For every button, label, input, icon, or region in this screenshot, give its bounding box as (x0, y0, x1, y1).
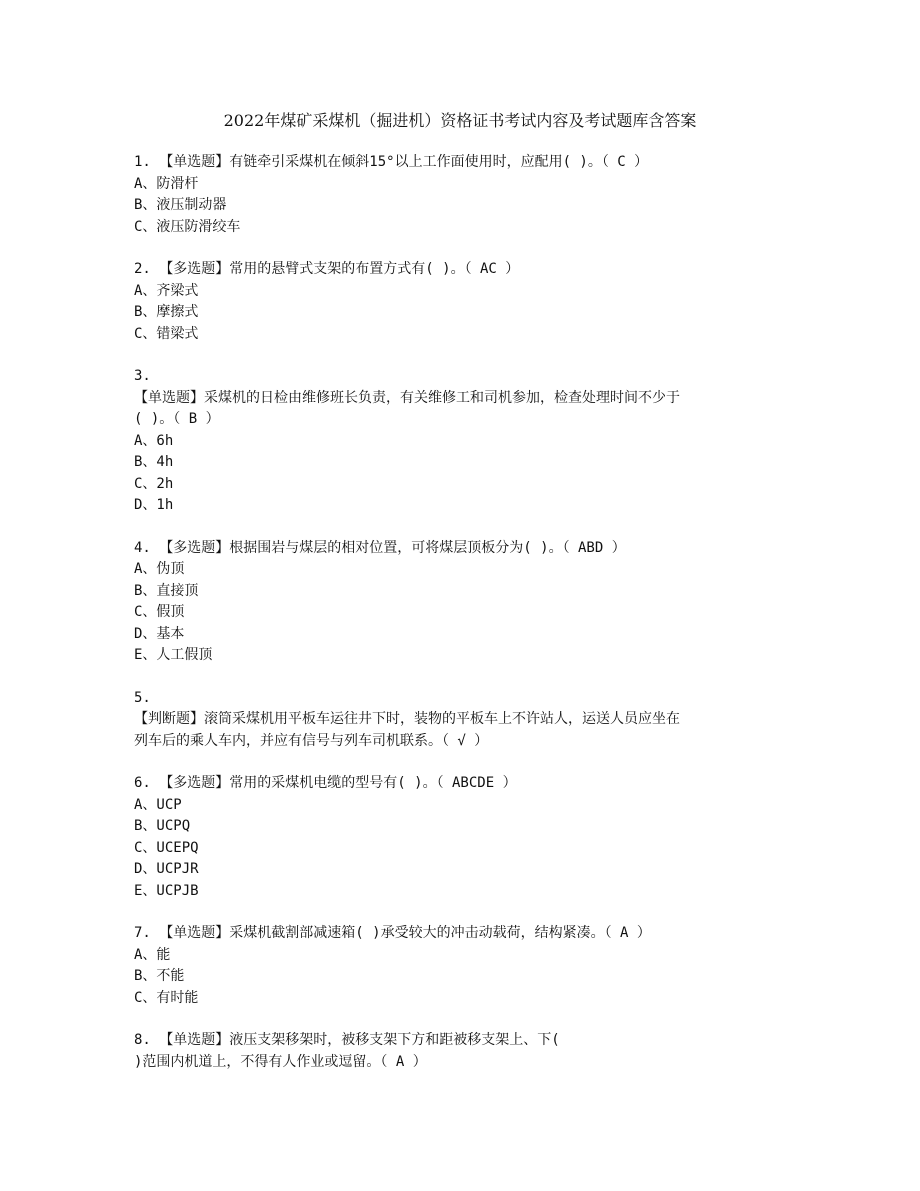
question-text: 4. 【多选题】根据围岩与煤层的相对位置，可将煤层顶板分为( )。（ ABD ） (134, 539, 626, 556)
answer-option: D、1h (134, 497, 174, 513)
question-block (134, 152, 794, 238)
question-spacer (134, 667, 794, 688)
answer-option: E、人工假顶 (134, 647, 213, 663)
answer-option: A、齐梁式 (134, 282, 199, 299)
answer-option: B、4h (134, 454, 174, 470)
question-spacer (134, 902, 794, 923)
answer-option: D、UCPJR (134, 861, 199, 877)
answer-option: A、防滑杆 (134, 175, 199, 192)
answer-option: D、基本 (134, 625, 185, 642)
question-block (134, 538, 794, 667)
answer-option: A、6h (134, 432, 174, 449)
answer-option: B、直接顶 (134, 582, 199, 599)
answer-option: C、错梁式 (134, 325, 199, 342)
question-text: 8. 【单选题】液压支架移架时，被移支架下方和距被移支架上、下( (134, 1032, 560, 1048)
question-text: 【判断题】滚筒采煤机用平板车运往井下时，装物的平板车上不许站人，运送人员应坐在 (134, 711, 680, 727)
answer-option: E、UCPJB (134, 882, 199, 899)
question-block (134, 366, 794, 517)
question-spacer (134, 752, 794, 773)
question-text: ( )。（ B ） (134, 411, 220, 427)
answer-option: B、液压制动器 (134, 197, 227, 213)
question-text: 1. 【单选题】有链牵引采煤机在倾斜15°以上工作面使用时，应配用( )。（ C ） (134, 154, 649, 170)
question-text: 列车后的乘人车内，并应有信号与列车司机联系。（ √ ） (134, 732, 489, 749)
question-text: 【单选题】采煤机的日检由维修班长负责，有关维修工和司机参加，检查处理时间不少于 (134, 389, 680, 406)
question-text: 3. (134, 368, 151, 384)
question-spacer (134, 238, 794, 259)
answer-option: C、有时能 (134, 989, 199, 1006)
question-block (134, 259, 794, 345)
document-title: 2022年煤矿采煤机（掘进机）资格证书考试内容及考试题库含答案 (223, 111, 697, 130)
question-block (134, 1030, 794, 1073)
question-spacer (134, 1009, 794, 1030)
answer-option: C、假顶 (134, 604, 185, 620)
question-block (134, 773, 794, 902)
question-block (134, 688, 794, 753)
answer-option: A、能 (134, 946, 171, 963)
question-spacer (134, 517, 794, 538)
question-text: )范围内机道上，不得有人作业或逗留。（ A ） (134, 1053, 427, 1070)
question-spacer (134, 345, 794, 366)
question-text: 5. (134, 689, 151, 706)
answer-option: B、不能 (134, 968, 185, 984)
question-text: 6. 【多选题】常用的采煤机电缆的型号有( )。（ ABCDE ） (134, 775, 517, 791)
question-text: 2. 【多选题】常用的悬臂式支架的布置方式有( )。（ AC ） (134, 261, 520, 277)
question-list (134, 152, 794, 1073)
answer-option: C、UCEPQ (134, 839, 199, 856)
answer-option: B、摩擦式 (134, 304, 199, 320)
question-block (134, 923, 794, 1009)
question-text: 7. 【单选题】采煤机截割部减速箱( )承受较大的冲击动载荷，结构紧凑。（ A ） (134, 925, 651, 941)
answer-option: B、UCPQ (134, 818, 191, 834)
answer-option: C、2h (134, 475, 174, 492)
answer-option: A、伪顶 (134, 561, 185, 577)
answer-option: A、UCP (134, 796, 182, 813)
answer-option: C、液压防滑绞车 (134, 218, 241, 235)
